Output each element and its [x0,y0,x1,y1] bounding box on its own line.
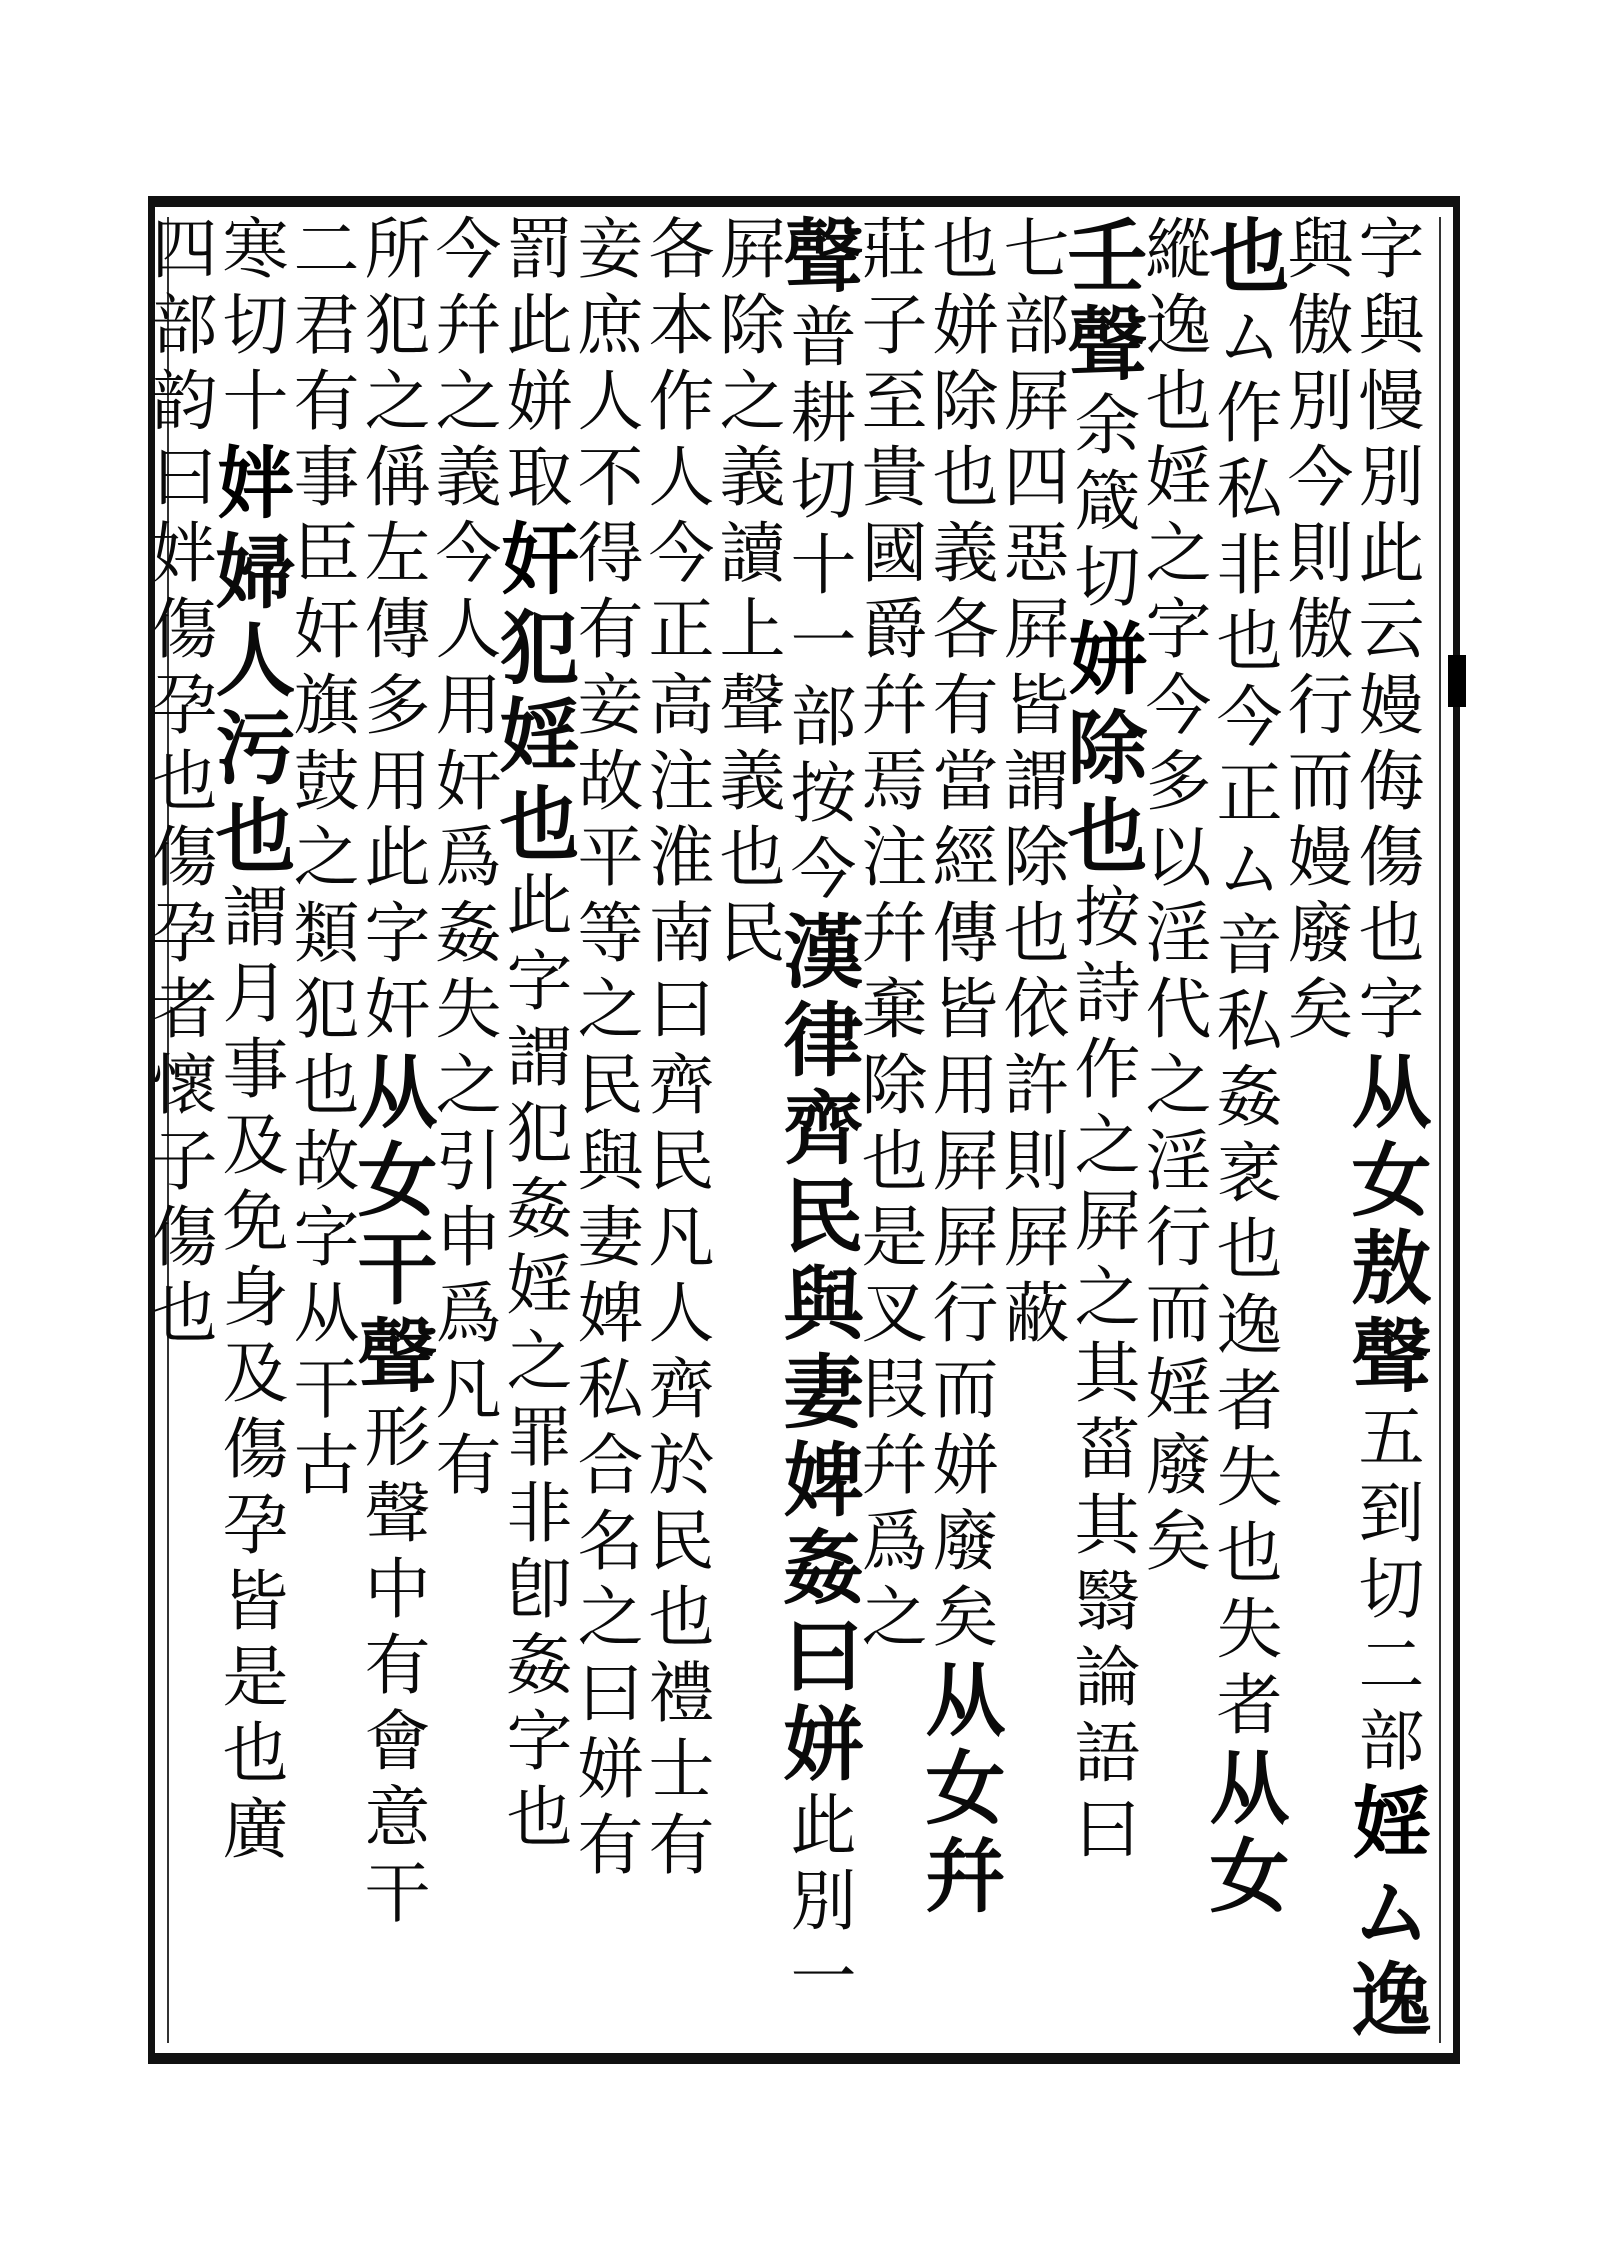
annotation-segment: 謂月事及免身及傷孕皆是也廣 [211,882,288,1870]
seal-script-character: 姘 [1056,618,1147,706]
annotation-segment: 縱逸也婬之字今多以淫代之淫行而婬廢矣 [1134,214,1211,1582]
annotation-segment: 二君有事臣奸旗鼓之類 [282,214,359,974]
annotation-segment: 今人用奸爲姦失之引申爲凡有 [424,518,501,1506]
annotation-segment: 此字謂犯姦婬之罪非卽姦字也 [495,870,572,1858]
seal-script-character: 奸 [488,518,579,606]
annotation-segment: 七部 [992,214,1069,366]
annotation-segment: 普耕切十一部按今 [779,302,856,910]
seal-script-character: 姅 [204,442,295,530]
main-text-segment: 聲 [770,214,864,302]
main-text-segment: 除也 [1054,706,1148,882]
main-text-segment: 从女敖聲 [1338,1050,1432,1402]
main-text-segment: 从女幷 [912,1658,1006,1922]
main-text-segment: 壬聲 [1054,214,1148,390]
annotation-segment: 罰此姘取 [495,214,572,518]
seal-script-character: 婬 [1340,1782,1431,1870]
annotation-segment: 字與慢別此云嫚侮傷也字 [1347,214,1424,1050]
main-text-segment: 犯婬也 [486,606,580,870]
annotation-segment: 今幷之義 [424,214,501,518]
annotation-segment: 按詩作之屛之其菑其翳論語曰 [1063,882,1140,1870]
annotation-segment: 此別一 [779,1790,856,2018]
annotation-segment: 所犯之偁左傳多用此字奸 [353,214,430,1050]
main-text-segment: 漢律齊民與妻婢姦曰姘 [770,910,864,1790]
main-text-segment: 也 [1196,214,1290,302]
main-text-segment: 婦人污也 [202,530,296,882]
annotation-segment: 形聲中有會意干 [353,1402,430,1934]
annotation-segment: 妾庶人不得有妾故平等之民與妻婢私合名之曰姘有 [566,214,643,1886]
annotation-segment: 各本作人今正高注淮南曰齊民凡人齊於民也禮士有 [637,214,714,1886]
annotation-segment: ム作私非也今正ム音私姦衺也逸者失也失者 [1205,302,1282,1746]
annotation-segment: 與傲別今則傲行而嫚廢矣 [1276,214,1353,1050]
main-text-segment: ム逸 [1338,1870,1432,2046]
annotation-segment: 余箴切 [1063,390,1140,618]
main-text-segment: 从女干聲 [344,1050,438,1402]
annotation-segment: 五到切二部 [1347,1402,1424,1782]
annotation-segment: 四部 [140,214,217,366]
edge-tab-marker [1448,655,1466,707]
annotation-segment: 屛除之義讀上聲 [708,214,785,746]
annotation-segment: 莊子至貴國爵幷焉注幷棄除也是叉叚幷爲之 [850,214,927,1658]
annotation-segment: 韵曰姅傷孕也傷孕者懷子傷也 [140,366,217,1354]
annotation-segment: 寒切十 [211,214,288,442]
annotation-segment: 屛四惡屛皆謂除也依許則屛蔽 [992,366,1069,1354]
main-text-segment: 从女 [1196,1746,1290,1922]
annotation-segment: 義也民 [708,746,785,974]
annotation-segment: 也姘除也義各有當經傳皆用屛屛行而姘廢矣 [921,214,998,1658]
text-column [133,214,223,1354]
annotation-segment: 犯也故字从干古 [282,974,359,1506]
